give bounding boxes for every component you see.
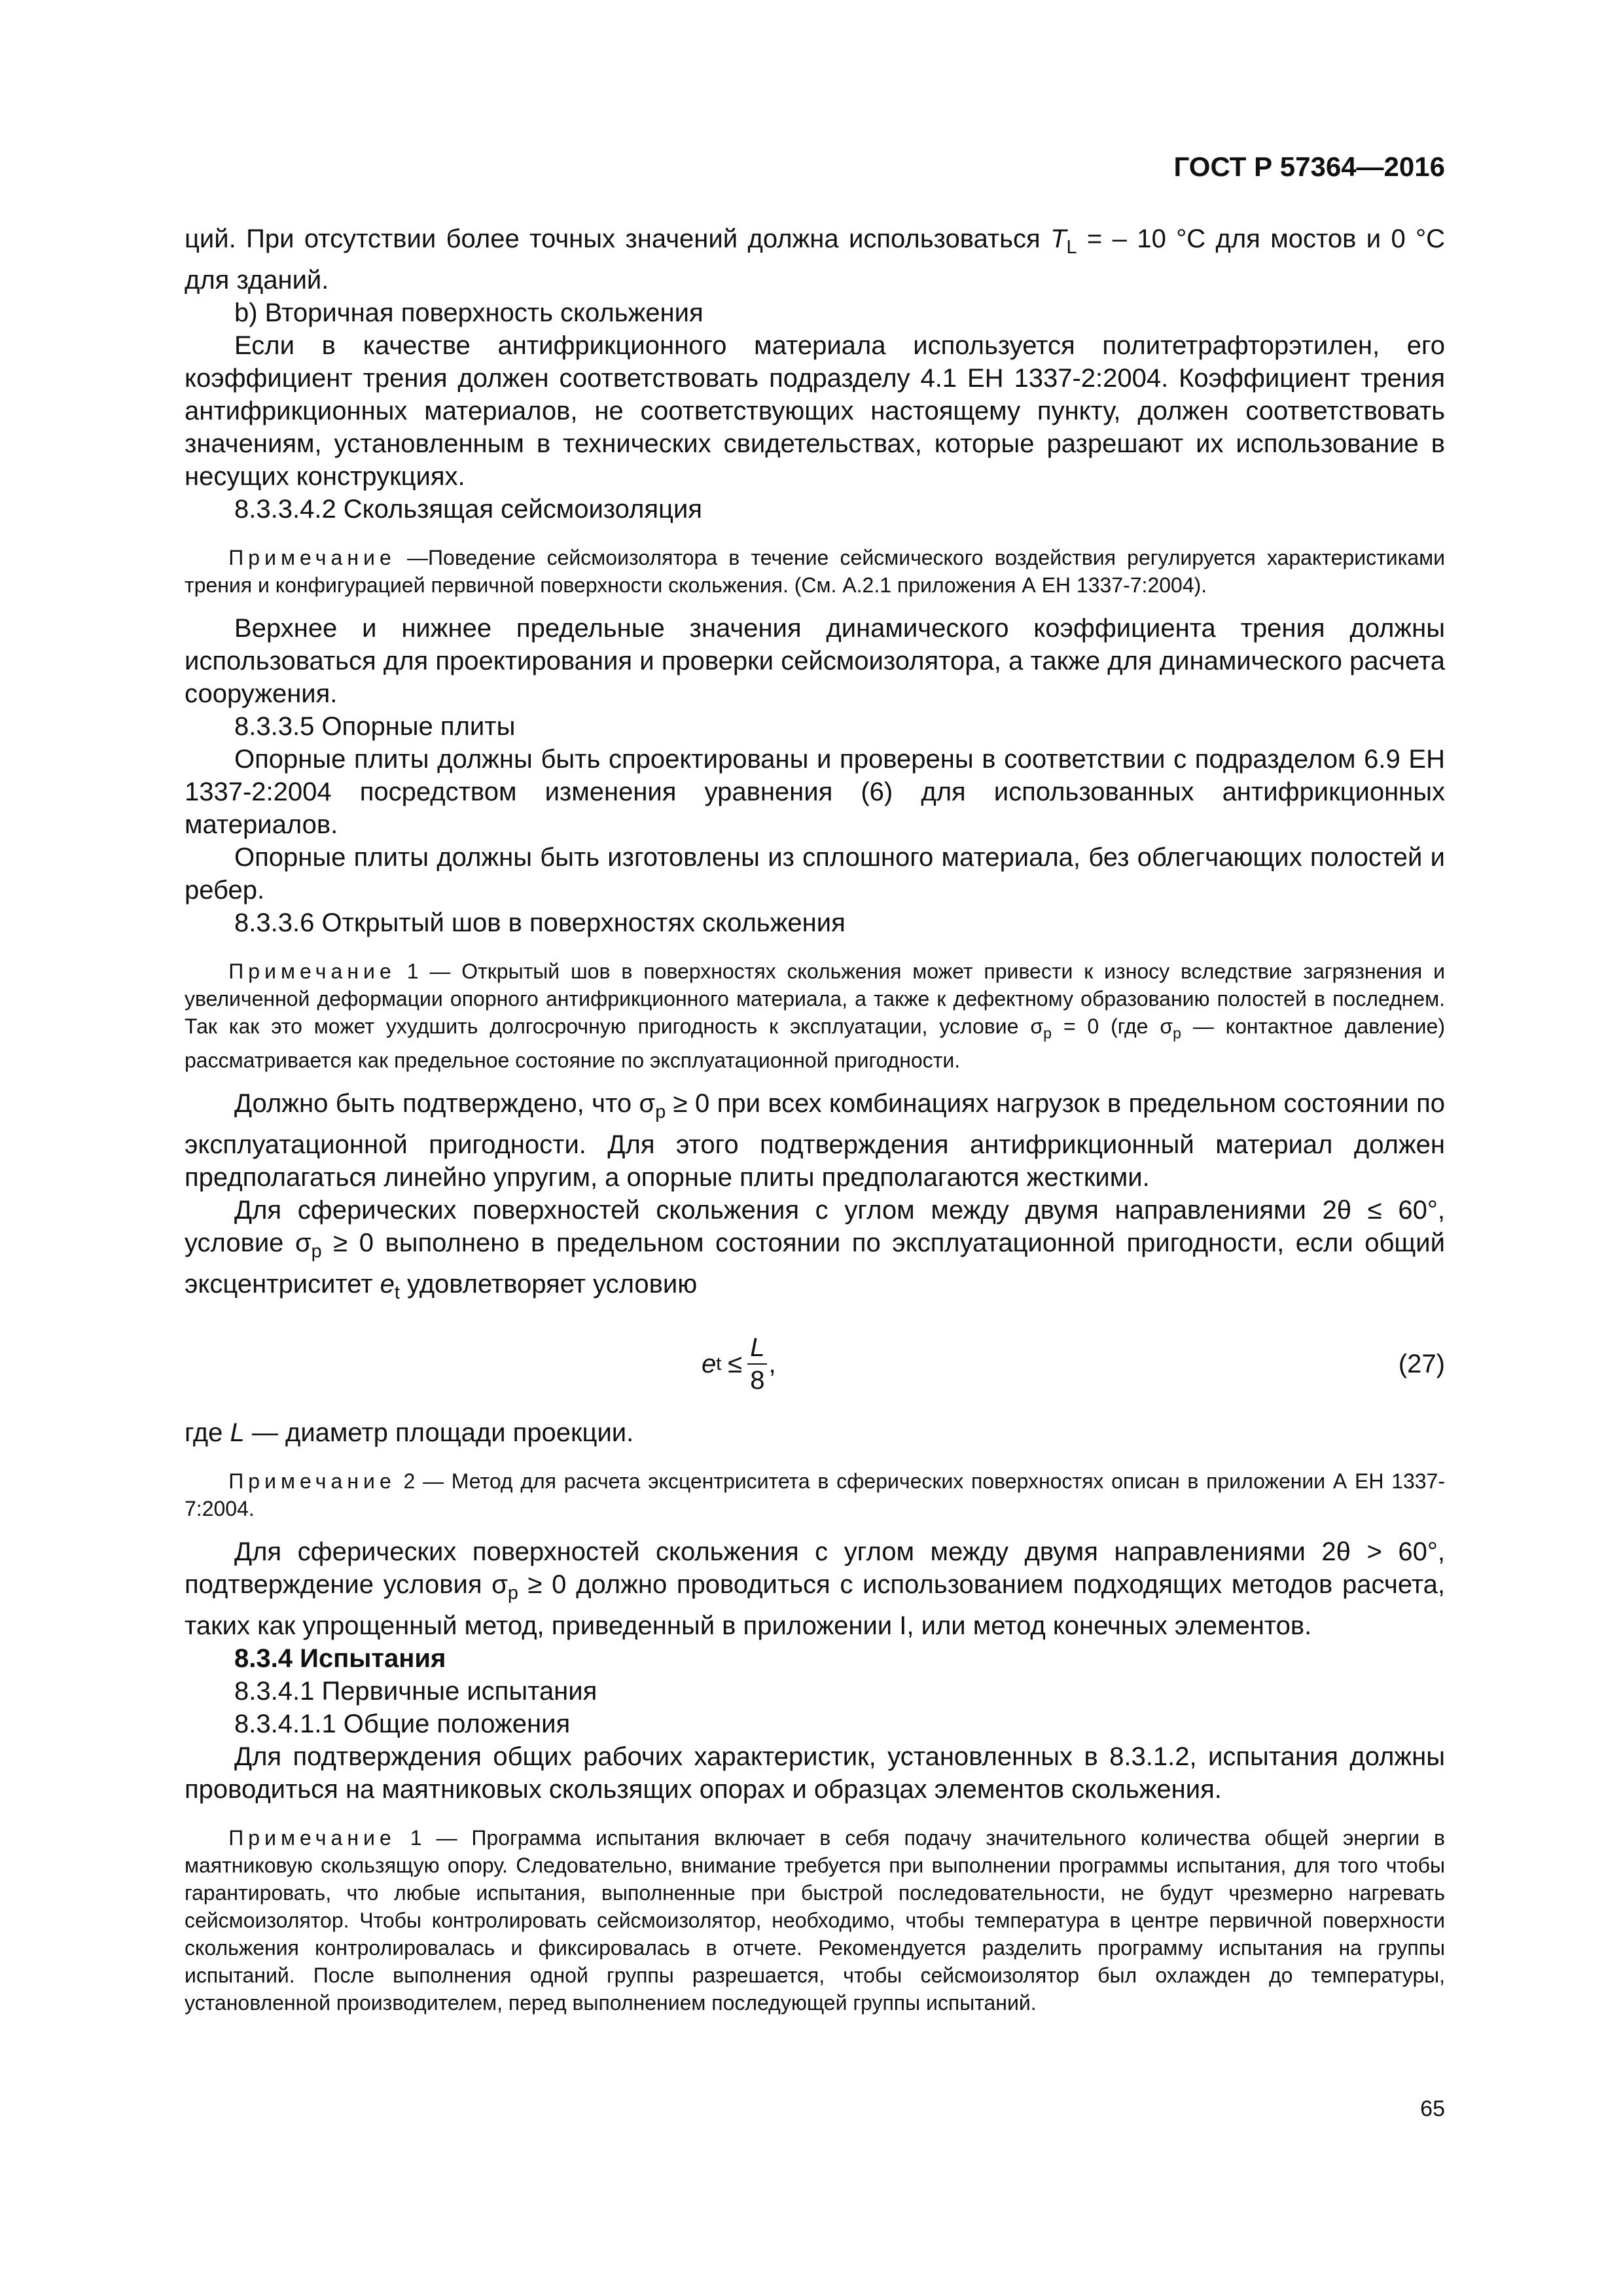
paragraph-plates-material: Опорные плиты должны быть изготовлены из сплошного материала, без облегчающих полостей и ребер.	[185, 843, 1445, 905]
section-8-3-4-heading: 8.3.4 Испытания	[234, 1644, 446, 1674]
page-number: 65	[1420, 2096, 1445, 2121]
formula-27	[185, 1318, 1445, 1410]
paragraph-tests-general: Для подтверждения общих рабочих характеристик, установленных в 8.3.1.2, испытания должны проводиться на маятниковых скользящих опорах и образцах элементов скольжения.	[185, 1742, 1445, 1804]
note-sliding-isolation: Примечание —Поведение сейсмоизолятора в течение сейсмического воздействия регулируется характеристиками трения и конфигурацией первичной поверхности скольжения. (См. А.2.1 приложения А ЕН 1337-7:2004).	[185, 546, 1445, 597]
paragraph-spherical-surfaces: Для сферических поверхностей скольжения с углом между двумя направлениями 2θ ≤ 60°, условие $\sigma_р \ge 0$ выполнено в предельном состоянии по эксплуатационной пригодности, если общий эксцентриситет $e_t$ удовлетворяет условию	[185, 1196, 1445, 1304]
section-8-3-4-1: 8.3.4.1 Первичные испытания	[234, 1677, 597, 1706]
formula-number: (27)	[1398, 1349, 1445, 1378]
paragraph-spherical-over-60: Для сферических поверхностей скольжения с углом между двумя направлениями 2θ > 60°, подтверждение условия $\sigma_р \ge 0$ должно проводиться с использованием подходящих методов расчета, таких как упрощенный метод, приведенный в приложении I, или метод конечных элементов.	[185, 1537, 1445, 1641]
formula-fraction: $\frac{L}{8}$	[747, 1332, 767, 1396]
paragraph-plates-design: Опорные плиты должны быть спроектированы и проверены в соответствии с подразделом 6.9 ЕН 1337-2:2004 посредством изменения уравнения (6) для использованных антифрикционных материалов.	[185, 745, 1445, 839]
paragraph-sigma-confirmation: Должно быть подтверждено, что $\sigma_р \ge 0$ при всех комбинациях нагрузок в предельном состоянии по эксплуатационной пригодности. Для этого подтверждения антифрикционный материал должен предполагаться линейно упругим, а опорные плиты предполагаются жесткими.	[185, 1089, 1446, 1193]
section-8-3-3-6: 8.3.3.6 Открытый шов в поверхностях скольжения	[234, 908, 846, 937]
paragraph-secondary-surface: b) Вторичная поверхность скольжения	[234, 298, 704, 327]
note-test-program: Примечание 1 — Программа испытания включает в себя подачу значительного количества общей энергии в маятниковую скользящую опору. Следовательно, внимание требуется при выполнении программы испытания, для того чтобы гарантировать, что любые испытания, выполненные при быстрой последовательности, не будут чрезмерно нагревать сейсмоизолятор. Чтобы контролировать сейсмоизолятор, необходимо, чтобы температура в центре первичной поверхности скольжения контролировалась и фиксировалась в отчете. Рекомендуется разделить программу испытания на группы испытаний. После выполнения одной группы разрешается, чтобы сейсмоизолятор был охлажден до температуры, установленной производителем, перед выполнением последующей группы испытаний.	[185, 1826, 1445, 2015]
paragraph-temperature: ций. При отсутствии более точных значений должна использоваться $T_L$ = – 10 °С для мостов и 0 °С для зданий.	[185, 224, 1445, 295]
document-header: ГОСТ Р 57364—2016	[1173, 151, 1445, 182]
note-open-joint: Примечание 1 — Открытый шов в поверхностях скольжения может привести к износу вследствие загрязнения и увеличенной деформации опорного антифрикционного материала, а также к дефектному образованию полостей в последнем. Так как это может ухудшить долгосрочную пригодность к эксплуатации, условие $\sigma_р = 0$ (где $\sigma_р$ — контактное давление) рассматривается как предельное состояние по эксплуатационной пригодности.	[185, 960, 1446, 1073]
section-8-3-3-4-2: 8.3.3.4.2 Скользящая сейсмоизоляция	[234, 495, 702, 524]
section-8-3-4-1-1: 8.3.4.1.1 Общие положения	[234, 1710, 571, 1739]
paragraph-ptfe-friction: Если в качестве антифрикционного материала используется политетрафторэтилен, его коэффициент трения должен соответствовать подразделу 4.1 ЕН 1337-2:2004. Коэффициент трения антифрикционных материалов, не соответствующих настоящему пункту, должен соответствовать значениям, установленным в технических свидетельствах, которые разрешают их использование в несущих конструкциях.	[185, 331, 1445, 491]
note-eccentricity-method: Примечание 2 — Метод для расчета эксцентриситета в сферических поверхностях описан в приложении А ЕН 1337-7:2004.	[185, 1469, 1445, 1521]
paragraph-friction-limits: Верхнее и нижнее предельные значения динамического коэффициента трения должны использоваться для проектирования и проверки сейсмоизолятора, а также для динамического расчета сооружения.	[185, 614, 1445, 708]
paragraph-where-l: где L — диаметр площади проекции.	[185, 1418, 634, 1448]
section-8-3-3-5: 8.3.3.5 Опорные плиты	[234, 712, 516, 741]
formula-body: e t ≤ $\frac{L}{8}$ ,	[702, 1333, 776, 1395]
